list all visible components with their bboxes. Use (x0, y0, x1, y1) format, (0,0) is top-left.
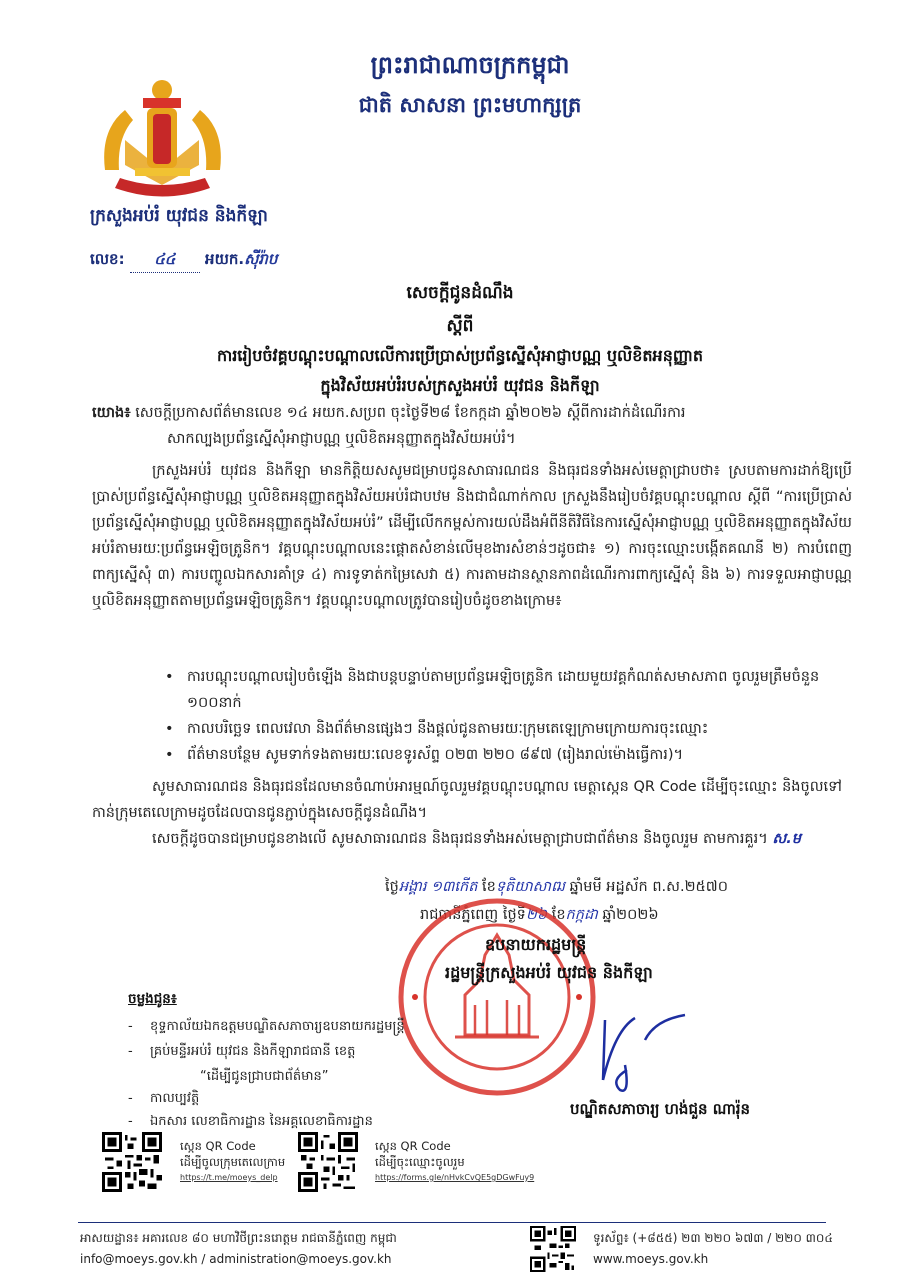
lunar-date-handwritten: អង្គារ ១៣កើត (398, 879, 478, 895)
footer-divider (78, 1222, 826, 1223)
signer-title-minister: រដ្ឋមន្ត្រីក្រសួងអប់រំ យុវជន និងកីឡា (445, 963, 653, 982)
solar-date-prefix: រាជធានីភ្នំពេញ ថ្ងៃទី (420, 907, 526, 923)
footer-address: អាសយដ្ឋាន៖ អគារលេខ ៨០ មហាវិថីព្រះនរោត្តម រាជធានីភ្នំពេញ កម្ពុជា (80, 1231, 397, 1245)
lunar-month-handwritten: ទុតិយាសាឍ (495, 879, 565, 895)
list-item: - ខុទ្ទកាល័យឯកឧត្តមបណ្ឌិតសភាចារ្យឧបនាយករដ្ឋមន្ត្រី (128, 1019, 405, 1034)
official-seal-icon (395, 895, 600, 1100)
national-motto: ជាតិ សាសនា ព្រះមហាក្សត្រ (358, 92, 582, 117)
body-paragraph-closing (92, 826, 852, 852)
footer-website[interactable]: www.moeys.gov.kh (593, 1252, 709, 1266)
body-paragraph-registration: សូមសាធារណជន និងធុរជនដែលមានចំណាប់អារម្មណ៍ចូលរួមវគ្គបណ្តុះបណ្តាល មេត្តាស្កេន QR Code ដើម្បីចុះឈ្មោះ និងចូលទៅកាន់ក្រុមតេលេក្រាមដូចដែលបានជូនភ្ជាប់ក្នុងសេចក្តីជូនដំណឹង។ (92, 779, 842, 821)
solar-day-handwritten: ២៦ (525, 907, 548, 923)
lunar-year: ឆ្នាំមមី អដ្ឋស័ក ព.ស.២៥៧០ (569, 879, 728, 895)
ref-suffix-handwritten: ស៊ីរ៉ាប (244, 250, 278, 268)
telegram-link[interactable]: https://t.me/moeys_delp (180, 1173, 278, 1182)
reference-text-continued: សាកល្បងប្រព័ន្ធស្នើសុំអាជ្ញាបណ្ណ ឬលិខិតអនុញ្ញាតក្នុងវិស័យអប់រំ។ (167, 431, 516, 447)
solar-year: ឆ្នាំ២០២៦ (602, 907, 659, 923)
registration-qr-description: ដើម្បីចុះឈ្មោះចូលរួម (375, 1155, 465, 1169)
list-item: - កាលប្បវត្តិ (128, 1091, 200, 1106)
notice-subject-line1: ការរៀបចំវគ្គបណ្តុះបណ្តាលលើការប្រើប្រាស់ប្រព័ន្ធស្នើសុំអាជ្ញាបណ្ណ ឬលិខិតអនុញ្ញាត (216, 346, 704, 365)
registration-qr-code-icon[interactable] (298, 1132, 358, 1192)
reference-number-line (90, 250, 277, 273)
registration-qr-caption (375, 1138, 534, 1186)
ministry-name: ក្រសួងអប់រំ យុវជន និងកីឡា (90, 206, 268, 226)
solar-month-label: ខែ (551, 907, 566, 923)
signer-name: បណ្ឌិតសភាចារ្យ ហង់ជួន ណារ៉ុន (570, 1100, 751, 1118)
lunar-date-prefix: ថ្ងៃ (385, 879, 399, 895)
notice-title: សេចក្តីជូនដំណឹង (406, 283, 514, 303)
list-item: • កាលបរិច្ឆេទ ពេលវេលា និងព័ត៌មានផ្សេងៗ នឹងផ្តល់ជូនតាមរយៈក្រុមតេឡេក្រាមក្រោយការចុះឈ្មោះ (165, 716, 865, 742)
telegram-qr-code-icon[interactable] (102, 1132, 162, 1192)
telegram-qr-description: ដើម្បីចូលក្រុមតេលេក្រាម (180, 1155, 286, 1169)
ref-label: លេខ: (90, 250, 125, 268)
notice-subject-line2: ក្នុងវិស័យអប់រំរបស់ក្រសួងអប់រំ យុវជន និងកីឡា (320, 376, 600, 395)
ref-suffix: អយក. (205, 250, 245, 268)
solar-month-handwritten: កក្កដា (565, 907, 598, 923)
ministry-emblem-icon (95, 70, 230, 200)
footer-phone: ទូរស័ព្ទ៖ (+៨៥៥) ២៣ ២២០ ៦៧៣ / ២២០ ៣០៤ (593, 1231, 833, 1245)
signer-title-deputy-pm: ឧបនាយករដ្ឋមន្ត្រី (485, 935, 587, 954)
list-item: • ព័ត៌មានបន្ថែម សូមទាក់ទងតាមរយៈលេខទូរស័ព្ទ ០២៣ ២២០ ៨៩៧ (រៀងរាល់ម៉ោងធ្វើការ)។ (165, 742, 865, 768)
training-details-list (165, 664, 865, 768)
handwritten-initials: ស.ម (772, 831, 801, 847)
distribution-item-text: ឯកសារ លេខាធិការដ្ឋាន នៃអគ្គលេខាធិការដ្ឋាន (150, 1114, 373, 1129)
registration-link[interactable]: https://forms.gle/nHvkCvQE5gDGwFuy9 (375, 1173, 535, 1182)
list-item: - គ្រប់មន្ទីរអប់រំ យុវជន និងកីឡារាជធានី ខេត្ត (128, 1044, 356, 1059)
list-item: “ដើម្បីជូនជ្រាបជាព័ត៌មាន” (200, 1069, 329, 1084)
distribution-item-text: ខុទ្ទកាល័យឯកឧត្តមបណ្ឌិតសភាចារ្យឧបនាយករដ្ឋមន្ត្រី (150, 1019, 405, 1034)
reference-label: យោង៖ (92, 405, 131, 421)
footer-emails[interactable]: info@moeys.gov.kh / administration@moeys.gov.kh (80, 1252, 392, 1266)
reference-text: សេចក្តីប្រកាសព័ត៌មានលេខ ១៤ អយក.សប្រព ចុះថ្ងៃទី២៨ ខែកក្កដា ឆ្នាំ២០២៦ ស្តីពីការដាក់ដំណើរការ (135, 405, 686, 421)
body-paragraph-main: ក្រសួងអប់រំ យុវជន និងកីឡា មានកិត្តិយសសូមជម្រាបជូនសាធារណជន និងធុរជនទាំងអស់មេត្តាជ្រាបថា៖ ស្របតាមការដាក់ឱ្យប្រើប្រាស់ប្រព័ន្ធស្នើសុំអាជ្ញាបណ្ណ ឬលិខិតអនុញ្ញាតក្នុងវិស័យអប់រំជាបឋម និងជាជំណាក់កាល ក្រសួងនឹងរៀបចំវគ្គបណ្តុះបណ្តាល ស្តីពី “ការប្រើប្រាស់ប្រព័ន្ធស្នើសុំអាជ្ញាបណ្ណ ឬលិខិតអនុញ្ញាតក្នុងវិស័យអប់រំ” ដើម្បីលើកកម្ពស់ការយល់ដឹងអំពីនីតិវិធីនៃការស្នើសុំអាជ្ញាបណ្ណ ឬលិខិតអនុញ្ញាតក្នុងវិស័យអប់រំតាមរយៈប្រព័ន្ធអេឡិចត្រូនិក។ វគ្គបណ្តុះបណ្តាលនេះផ្តោតសំខាន់លើមុខងារសំខាន់ៗដូចជា៖ ១) ការចុះឈ្មោះបង្កើតគណនី ២) ការបំពេញពាក្យស្នើសុំ ៣) ការបញ្ចូលឯកសារគាំទ្រ ៤) ការទូទាត់កម្រៃសេវា ៥) ការតាមដានស្ថានភាពដំណើរការពាក្យស្នើសុំ និង ៦) ការទទួលអាជ្ញាបណ្ណ ឬលិខិតអនុញ្ញាតតាមប្រព័ន្ធអេឡិចត្រូនិក។ វគ្គបណ្តុះបណ្តាលត្រូវបានរៀបចំដូចខាងក្រោម៖ (92, 463, 852, 609)
signature-icon (575, 1010, 695, 1100)
distribution-item-text: កាលប្បវត្តិ (150, 1091, 200, 1106)
distribution-item-text: គ្រប់មន្ទីរអប់រំ យុវជន និងកីឡារាជធានី ខេត្ត (150, 1044, 356, 1059)
list-item: • ការបណ្តុះបណ្តាលរៀបចំឡើង និងជាបន្តបន្ទាប់តាមប្រព័ន្ធអេឡិចត្រូនិក ដោយមួយវគ្គកំណត់សមាសភាព ចូលរួមត្រឹមចំនួន ១០០នាក់ (165, 664, 865, 716)
lunar-month-label: ខែ (482, 879, 496, 895)
notice-subject-label: ស្តីពី (446, 316, 474, 336)
kingdom-title: ព្រះរាជាណាចក្រកម្ពុជា (370, 50, 570, 79)
reference-paragraph (92, 400, 852, 452)
registration-qr-title: ស្កេន QR Code (375, 1139, 451, 1153)
website-qr-code-icon[interactable] (530, 1226, 576, 1272)
closing-text: សេចក្តីដូចបានជម្រាបជូនខាងលើ សូមសាធារណជន និងធុរជនទាំងអស់មេត្តាជ្រាបជាព័ត៌មាន និងចូលរួម តាមការគួរ។ (152, 831, 768, 847)
telegram-qr-title: ស្កេន QR Code (180, 1139, 256, 1153)
telegram-qr-caption (180, 1138, 285, 1186)
distribution-title: ចម្លងជូន៖ (128, 991, 177, 1007)
list-item: - ឯកសារ លេខាធិការដ្ឋាន នៃអគ្គលេខាធិការដ្ឋាន (128, 1114, 373, 1129)
ref-number: ៤៤ (130, 250, 200, 273)
